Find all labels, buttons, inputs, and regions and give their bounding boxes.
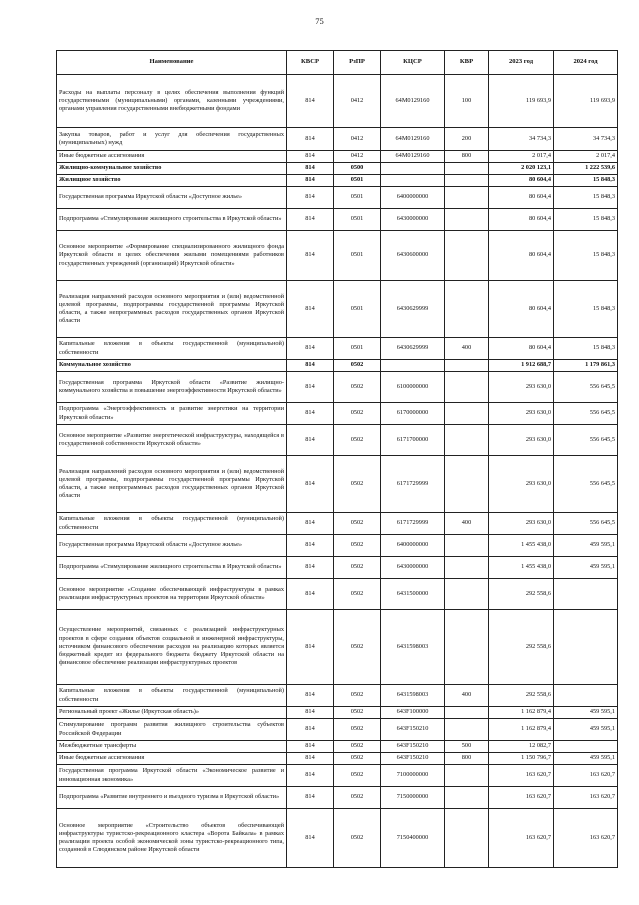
cell-kvsr: 814 [287, 209, 334, 231]
cell-name: Государственная программа Иркутской области «Экономическое развитие и инновационная экономика» [57, 765, 287, 787]
cell-kvr [445, 425, 489, 456]
cell-name: Коммунальное хозяйство [57, 360, 287, 372]
cell-kvsr: 814 [287, 163, 334, 175]
table-row [57, 338, 618, 360]
cell-2024: 459 595,1 [554, 557, 618, 579]
cell-kcsr: 6171729999 [381, 456, 445, 513]
cell-rzpr: 0502 [334, 610, 381, 685]
cell-kcsr: 6171729999 [381, 513, 445, 535]
cell-kcsr: 6430000000 [381, 557, 445, 579]
cell-2024: 15 848,3 [554, 187, 618, 209]
table-row [57, 281, 618, 338]
table-row [57, 403, 618, 425]
cell-kvsr: 814 [287, 360, 334, 372]
cell-name: Иные бюджетные ассигнования [57, 753, 287, 765]
cell-kvr [445, 163, 489, 175]
cell-2023: 293 630,0 [489, 425, 554, 456]
header-2024: 2024 год [554, 51, 618, 75]
cell-kvsr: 814 [287, 456, 334, 513]
cell-rzpr: 0502 [334, 707, 381, 719]
cell-kvsr: 814 [287, 809, 334, 868]
cell-2024: 556 645,5 [554, 372, 618, 403]
cell-2024: 556 645,5 [554, 513, 618, 535]
cell-2024: 15 848,3 [554, 175, 618, 187]
cell-2024: 556 645,5 [554, 456, 618, 513]
cell-2024 [554, 610, 618, 685]
cell-kcsr: 7100000000 [381, 765, 445, 787]
cell-kcsr: 7150000000 [381, 787, 445, 809]
cell-kvr: 100 [445, 75, 489, 128]
cell-kvr [445, 787, 489, 809]
cell-kvr: 400 [445, 338, 489, 360]
cell-kcsr: 6431598003 [381, 685, 445, 707]
cell-kvr [445, 456, 489, 513]
table-header-row [57, 51, 618, 75]
cell-2024: 163 620,7 [554, 765, 618, 787]
cell-name: Реализация направлений расходов основного мероприятия и (или) ведомственной целевой программы, подпрограммы государственной программы Иркутской области, а также непрограммных расходов государственных органов Иркутской области [57, 281, 287, 338]
cell-2023: 80 604,4 [489, 338, 554, 360]
cell-2023: 293 630,0 [489, 456, 554, 513]
table-row [57, 372, 618, 403]
table-row [57, 187, 618, 209]
table-row [57, 753, 618, 765]
cell-2024: 459 595,1 [554, 753, 618, 765]
cell-2024: 459 595,1 [554, 707, 618, 719]
table-body [57, 75, 618, 868]
table-row [57, 787, 618, 809]
cell-rzpr: 0502 [334, 765, 381, 787]
cell-kcsr: 64М0129160 [381, 151, 445, 163]
cell-kcsr: 6400000000 [381, 535, 445, 557]
cell-rzpr: 0502 [334, 513, 381, 535]
cell-2023: 293 630,0 [489, 372, 554, 403]
cell-2024: 15 848,3 [554, 231, 618, 281]
cell-2023: 80 604,4 [489, 281, 554, 338]
cell-2024: 556 645,5 [554, 425, 618, 456]
cell-2024: 163 620,7 [554, 787, 618, 809]
cell-kvr [445, 579, 489, 610]
cell-kvsr: 814 [287, 741, 334, 753]
cell-kvr [445, 187, 489, 209]
cell-kcsr: 6431598003 [381, 610, 445, 685]
cell-2024: 459 595,1 [554, 535, 618, 557]
cell-name: Основное мероприятие «Развитие энергетической инфраструктуры, находящейся в государственной собственности Иркутской области» [57, 425, 287, 456]
table-row [57, 175, 618, 187]
cell-2023: 163 620,7 [489, 809, 554, 868]
cell-kvr [445, 209, 489, 231]
cell-kvr [445, 765, 489, 787]
cell-2023: 12 082,7 [489, 741, 554, 753]
cell-rzpr: 0412 [334, 128, 381, 151]
table-row [57, 151, 618, 163]
cell-kcsr [381, 360, 445, 372]
cell-kvr: 400 [445, 513, 489, 535]
cell-2023: 292 558,6 [489, 685, 554, 707]
header-name: Наименование [57, 51, 287, 75]
cell-kvsr: 814 [287, 765, 334, 787]
cell-kvsr: 814 [287, 535, 334, 557]
cell-rzpr: 0412 [334, 151, 381, 163]
cell-name: Основное мероприятие «Формирование специализированного жилищного фонда Иркутской области в целях обеспечения жилыми помещениями работников государственных учреждений (организаций) Иркутской области» [57, 231, 287, 281]
cell-2023: 163 620,7 [489, 765, 554, 787]
cell-kcsr: 6430629999 [381, 338, 445, 360]
cell-name: Реализация направлений расходов основного мероприятия и (или) ведомственной целевой программы, подпрограммы государственной программы Иркутской области, а также непрограммных расходов государственных органов Иркутской области [57, 456, 287, 513]
cell-name: Капитальные вложения в объекты государственной (муниципальной) собственности [57, 513, 287, 535]
cell-kvsr: 814 [287, 425, 334, 456]
cell-rzpr: 0501 [334, 187, 381, 209]
cell-kvsr: 814 [287, 685, 334, 707]
cell-kvsr: 814 [287, 753, 334, 765]
cell-2024: 34 734,3 [554, 128, 618, 151]
table-row [57, 425, 618, 456]
cell-rzpr: 0501 [334, 209, 381, 231]
cell-rzpr: 0412 [334, 75, 381, 128]
table-row [57, 535, 618, 557]
cell-2023: 1 912 688,7 [489, 360, 554, 372]
cell-kvsr: 814 [287, 719, 334, 741]
cell-rzpr: 0502 [334, 685, 381, 707]
cell-kcsr [381, 175, 445, 187]
cell-rzpr: 0502 [334, 753, 381, 765]
cell-name: Иные бюджетные ассигнования [57, 151, 287, 163]
table-row [57, 610, 618, 685]
cell-kvsr: 814 [287, 579, 334, 610]
cell-kcsr [381, 163, 445, 175]
cell-kcsr: 7150400000 [381, 809, 445, 868]
cell-2023: 1 455 438,0 [489, 557, 554, 579]
cell-kvr [445, 610, 489, 685]
header-kvsr: КВСР [287, 51, 334, 75]
cell-2024 [554, 741, 618, 753]
header-kvr: КВР [445, 51, 489, 75]
cell-rzpr: 0502 [334, 456, 381, 513]
cell-2023: 1 162 879,4 [489, 707, 554, 719]
cell-2023: 119 693,9 [489, 75, 554, 128]
cell-kvr [445, 372, 489, 403]
cell-2023: 163 620,7 [489, 787, 554, 809]
cell-name: Региональный проект «Жилье (Иркутская область)» [57, 707, 287, 719]
cell-name: Жилищно-коммунальное хозяйство [57, 163, 287, 175]
cell-name: Капитальные вложения в объекты государственной (муниципальной) собственности [57, 338, 287, 360]
cell-rzpr: 0501 [334, 281, 381, 338]
cell-2024: 15 848,3 [554, 338, 618, 360]
cell-name: Подпрограмма «Стимулирование жилищного строительства в Иркутской области» [57, 557, 287, 579]
table-row [57, 360, 618, 372]
cell-kvsr: 814 [287, 403, 334, 425]
cell-2023: 1 455 438,0 [489, 535, 554, 557]
cell-kvr [445, 719, 489, 741]
cell-rzpr: 0502 [334, 535, 381, 557]
header-2023: 2023 год [489, 51, 554, 75]
table-row [57, 557, 618, 579]
cell-kcsr: 6430629999 [381, 281, 445, 338]
cell-kvr: 400 [445, 685, 489, 707]
cell-kvr [445, 809, 489, 868]
cell-rzpr: 0502 [334, 787, 381, 809]
cell-kvsr: 814 [287, 707, 334, 719]
cell-name: Основное мероприятие «Создание обеспечивающей инфраструктуры в рамках реализации инфраструктурных проектов на территории Иркутской области» [57, 579, 287, 610]
cell-kvr [445, 707, 489, 719]
cell-kcsr: 64М0129160 [381, 128, 445, 151]
table-row [57, 579, 618, 610]
cell-kvr: 800 [445, 753, 489, 765]
cell-name: Осуществление мероприятий, связанных с реализацией инфраструктурных проектов в сфере создания объектов социальной и инженерной инфраструктуры, источником финансового обеспечения расходов на реализацию которых является бюджетный кредит из федерального бюджета бюджету Иркутской области на финансовое обеспечение реализации инфраструктурных проектов [57, 610, 287, 685]
cell-kvsr: 814 [287, 151, 334, 163]
cell-kcsr: 643F100000 [381, 707, 445, 719]
cell-rzpr: 0502 [334, 557, 381, 579]
cell-2023: 80 604,4 [489, 175, 554, 187]
cell-kcsr: 6400000000 [381, 187, 445, 209]
cell-2023: 292 558,6 [489, 579, 554, 610]
cell-2023: 2 017,4 [489, 151, 554, 163]
table-row [57, 456, 618, 513]
table-row [57, 707, 618, 719]
cell-kvr [445, 360, 489, 372]
cell-name: Государственная программа Иркутской области «Доступное жилье» [57, 187, 287, 209]
cell-rzpr: 0502 [334, 719, 381, 741]
cell-2024 [554, 685, 618, 707]
cell-kvsr: 814 [287, 557, 334, 579]
cell-2023: 1 162 879,4 [489, 719, 554, 741]
cell-name: Расходы на выплаты персоналу в целях обеспечения выполнения функций государственными (муниципальными) органами, казенными учреждениями, органами управления государственными внебюджетными фондами [57, 75, 287, 128]
cell-kvsr: 814 [287, 281, 334, 338]
cell-kvr [445, 403, 489, 425]
cell-rzpr: 0501 [334, 175, 381, 187]
cell-2023: 293 630,0 [489, 403, 554, 425]
cell-kvr [445, 231, 489, 281]
cell-rzpr: 0502 [334, 403, 381, 425]
cell-kcsr: 6171700000 [381, 425, 445, 456]
cell-kvsr: 814 [287, 231, 334, 281]
cell-kvr: 800 [445, 151, 489, 163]
cell-2023: 80 604,4 [489, 187, 554, 209]
cell-name: Капитальные вложения в объекты государственной (муниципальной) собственности [57, 685, 287, 707]
cell-2023: 292 558,6 [489, 610, 554, 685]
header-rzpr: РзПР [334, 51, 381, 75]
cell-2024: 556 645,5 [554, 403, 618, 425]
table-row [57, 685, 618, 707]
cell-kcsr: 6430000000 [381, 209, 445, 231]
cell-2024: 2 017,4 [554, 151, 618, 163]
cell-kvsr: 814 [287, 187, 334, 209]
cell-kvr [445, 535, 489, 557]
cell-kvsr: 814 [287, 372, 334, 403]
table-row [57, 741, 618, 753]
cell-rzpr: 0502 [334, 360, 381, 372]
cell-kcsr: 643F150210 [381, 741, 445, 753]
cell-kvr: 200 [445, 128, 489, 151]
cell-name: Межбюджетные трансферты [57, 741, 287, 753]
cell-name: Государственная программа Иркутской области «Развитие жилищно-коммунального хозяйства и повышение энергоэффективности Иркутской области» [57, 372, 287, 403]
cell-2024: 15 848,3 [554, 209, 618, 231]
cell-rzpr: 0501 [334, 231, 381, 281]
cell-rzpr: 0502 [334, 425, 381, 456]
cell-2023: 80 604,4 [489, 231, 554, 281]
cell-rzpr: 0502 [334, 372, 381, 403]
cell-kcsr: 643F150210 [381, 753, 445, 765]
cell-kcsr: 6100000000 [381, 372, 445, 403]
budget-table [56, 50, 618, 868]
cell-rzpr: 0500 [334, 163, 381, 175]
cell-rzpr: 0502 [334, 741, 381, 753]
table-row [57, 765, 618, 787]
cell-name: Подпрограмма «Энергоэффективность и развитие энергетики на территории Иркутской области» [57, 403, 287, 425]
cell-kcsr: 6431500000 [381, 579, 445, 610]
cell-kvr [445, 281, 489, 338]
table-row [57, 809, 618, 868]
table-row [57, 163, 618, 175]
cell-2023: 2 020 123,1 [489, 163, 554, 175]
table-row [57, 128, 618, 151]
cell-2023: 1 150 796,7 [489, 753, 554, 765]
cell-kcsr: 643F150210 [381, 719, 445, 741]
table-row [57, 75, 618, 128]
cell-kvr [445, 175, 489, 187]
cell-kvsr: 814 [287, 175, 334, 187]
cell-name: Государственная программа Иркутской области «Доступное жилье» [57, 535, 287, 557]
cell-kcsr: 6170000000 [381, 403, 445, 425]
cell-rzpr: 0502 [334, 809, 381, 868]
cell-rzpr: 0502 [334, 579, 381, 610]
cell-2024: 1 222 539,6 [554, 163, 618, 175]
cell-2024: 119 693,9 [554, 75, 618, 128]
cell-kvr [445, 557, 489, 579]
table-row [57, 231, 618, 281]
cell-kcsr: 64М0129160 [381, 75, 445, 128]
cell-name: Стимулирование программ развития жилищного строительства субъектов Российской Федерации [57, 719, 287, 741]
table-row [57, 719, 618, 741]
cell-kvsr: 814 [287, 338, 334, 360]
cell-name: Подпрограмма «Развитие внутреннего и въездного туризма в Иркутской области» [57, 787, 287, 809]
cell-2024: 1 179 861,3 [554, 360, 618, 372]
cell-kvsr: 814 [287, 128, 334, 151]
cell-kvsr: 814 [287, 513, 334, 535]
cell-2023: 34 734,3 [489, 128, 554, 151]
cell-kvsr: 814 [287, 787, 334, 809]
cell-kvsr: 814 [287, 75, 334, 128]
cell-rzpr: 0501 [334, 338, 381, 360]
cell-2024: 459 595,1 [554, 719, 618, 741]
cell-name: Закупка товаров, работ и услуг для обеспечения государственных (муниципальных) нужд [57, 128, 287, 151]
cell-2023: 293 630,0 [489, 513, 554, 535]
cell-kcsr: 6430600000 [381, 231, 445, 281]
cell-name: Жилищное хозяйство [57, 175, 287, 187]
cell-kvsr: 814 [287, 610, 334, 685]
table-row [57, 209, 618, 231]
cell-kvr: 500 [445, 741, 489, 753]
cell-2024: 163 620,7 [554, 809, 618, 868]
cell-2024: 15 848,3 [554, 281, 618, 338]
cell-name: Основное мероприятие «Строительство объектов обеспечивающей инфраструктуры туристско-рекреационного кластера «Ворота Байкала» в рамках реализации проекта особой экономической зоны туристско-рекреационного типа, созданной в Слюдянском районе Иркутской области [57, 809, 287, 868]
cell-2023: 80 604,4 [489, 209, 554, 231]
cell-2024 [554, 579, 618, 610]
page-number: 75 [315, 16, 324, 26]
header-kcsr: КЦСР [381, 51, 445, 75]
cell-name: Подпрограмма «Стимулирование жилищного строительства в Иркутской области» [57, 209, 287, 231]
table-row [57, 513, 618, 535]
